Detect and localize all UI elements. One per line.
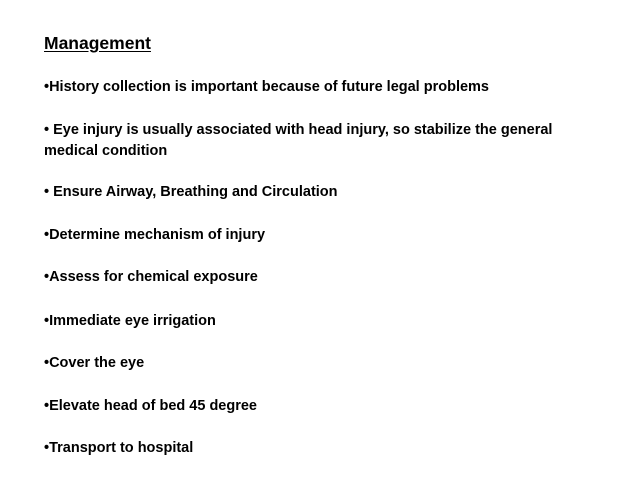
bullet-item-head-injury: • Eye injury is usually associated with head injury, so stabilize the general medical condition (44, 122, 553, 159)
bullet-item-irrigation: •Immediate eye irrigation (44, 313, 216, 329)
bullet-item-abc: • Ensure Airway, Breathing and Circulation (44, 184, 338, 200)
bullet-item-elevate-head: •Elevate head of bed 45 degree (44, 398, 257, 414)
bullet-item-chemical: •Assess for chemical exposure (44, 269, 258, 285)
slide-title: Management (44, 33, 151, 53)
bullet-item-history: •History collection is important because of future legal problems (44, 79, 489, 95)
bullet-item-transport: •Transport to hospital (44, 440, 194, 456)
bullet-item-cover-eye: •Cover the eye (44, 355, 145, 371)
bullet-item-mechanism: •Determine mechanism of injury (44, 227, 266, 243)
